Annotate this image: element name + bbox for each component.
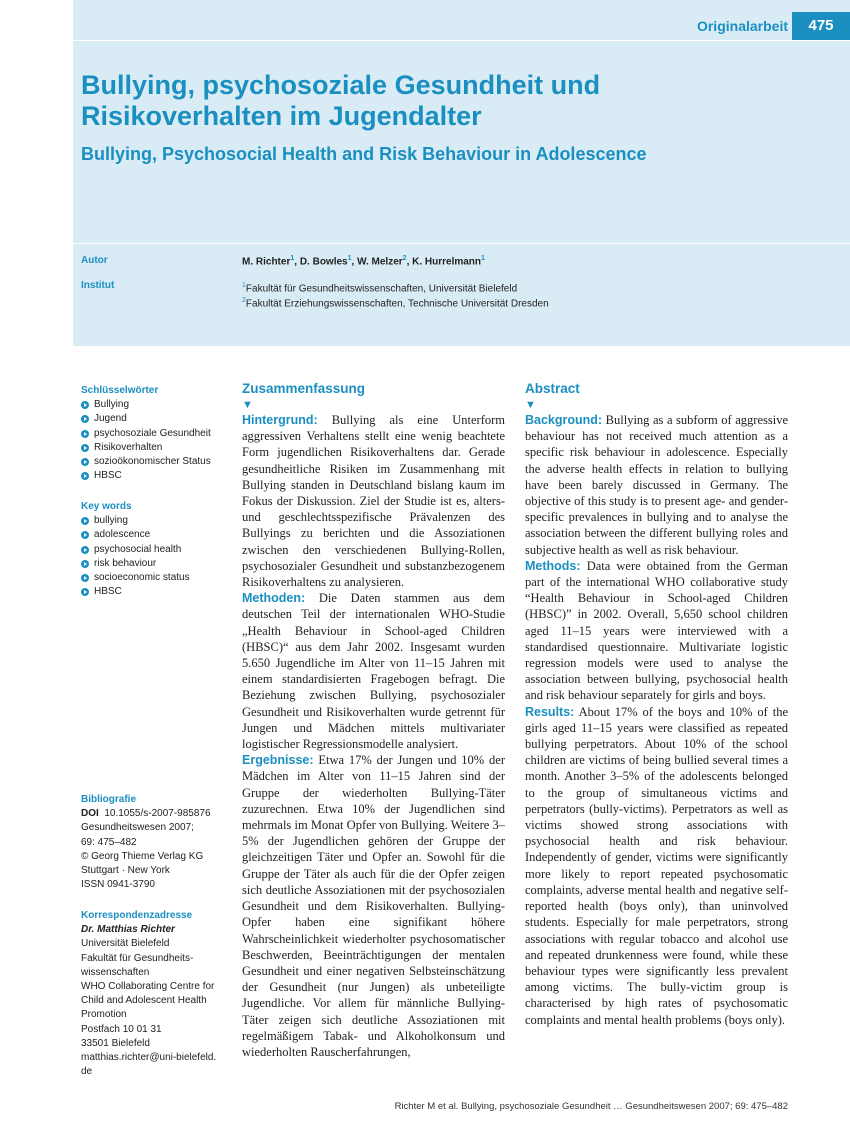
section-label: Originalarbeit <box>696 18 788 34</box>
correspondence-line: 33501 Bielefeld <box>81 1037 150 1049</box>
doi-value: 10.1055/s-2007-985876 <box>104 808 211 820</box>
correspondence-line: matthias.richter@uni-bielefeld. <box>81 1052 217 1064</box>
page-number: 475 <box>792 12 850 40</box>
keywords-de-heading: Schlüsselwörter <box>81 385 159 396</box>
author-label: Autor <box>81 255 108 266</box>
keywords-de <box>81 384 231 483</box>
author-separator: , <box>351 256 358 268</box>
abstract-paragraph <box>525 412 788 558</box>
paragraph-label: Hintergrund: <box>242 413 318 427</box>
paragraph-label: Background: <box>525 413 603 427</box>
bullet-arrow-icon <box>81 472 89 480</box>
keyword-text: bullying <box>94 515 128 527</box>
abstract-paragraph <box>242 590 505 752</box>
zusammenfassung-body <box>242 412 505 1060</box>
bullet-arrow-icon <box>81 415 89 423</box>
bibliography-line: © Georg Thieme Verlag KG <box>81 850 204 862</box>
keyword-text: Risikoverhalten <box>94 441 163 453</box>
keyword-item <box>81 441 231 455</box>
paragraph-label: Ergebnisse: <box>242 753 314 768</box>
keyword-text: risk behaviour <box>94 557 157 569</box>
affiliation-number: 2 <box>242 297 246 305</box>
keyword-item <box>81 412 231 426</box>
keyword-list <box>81 514 231 599</box>
author-separator: , <box>294 256 300 268</box>
paragraph-text: Bullying als eine Unterform aggressiven Verhaltens stellt eine wenig beachtete Form jugendlichen Risikoverhaltens dar. Gerade gesundheitliche Risiken im Zusammenhang mit Bullying standen in Deutschland bislang kaum im Fokus der Diskussion. Ziel der Studie ist es, alters- und geschlechtsspezifische Prävalenzen des Bullyings zu berichten und die Assoziationen zwischen den verschiedenen Bullying-Rollen, psychosozialer Gesundheit und substanzbezogenem Risikoverhaltens zu analysieren. <box>242 413 505 590</box>
institute-label: Institut <box>81 280 115 291</box>
correspondence-line: Promotion <box>81 1009 127 1021</box>
article-subtitle: Bullying, Psychosocial Health and Risk Behaviour in Adolescence <box>81 144 647 164</box>
doi-label: DOI <box>81 808 99 820</box>
keywords-en <box>81 500 231 599</box>
affiliation-text: Fakultät Erziehungswissenschaften, Technische Universität Dresden <box>245 298 549 310</box>
correspondence-line: Postfach 10 01 31 <box>81 1023 162 1035</box>
keyword-item <box>81 585 231 599</box>
keyword-text: Jugend <box>94 413 127 425</box>
paragraph-label: Methods: <box>525 558 581 573</box>
bullet-arrow-icon <box>81 444 89 452</box>
keywords-en-heading: Key words <box>81 501 132 512</box>
zusammenfassung-column <box>242 380 505 1060</box>
abstract-paragraph <box>242 752 505 1060</box>
bibliography-line: Stuttgart · New York <box>81 865 170 877</box>
keyword-text: socioeconomic status <box>94 572 190 584</box>
author-affiliation-mark: 1 <box>347 255 352 262</box>
keyword-item <box>81 455 231 469</box>
keyword-item <box>81 528 231 542</box>
keyword-item <box>81 557 231 571</box>
abstract-body <box>525 412 788 1028</box>
keyword-text: psychosoziale Gesundheit <box>94 427 211 439</box>
abstract-paragraph <box>242 412 505 590</box>
author-name: D. Bowles <box>299 256 348 268</box>
bullet-arrow-icon <box>81 546 89 554</box>
correspondence <box>81 909 231 1079</box>
bullet-arrow-icon <box>81 560 89 568</box>
abstract-heading: Abstract <box>525 381 580 396</box>
correspondence-name: Dr. Matthias Richter <box>81 924 175 936</box>
correspondence-line: Fakultät für Gesundheits- <box>81 952 194 964</box>
author-name: K. Hurrelmann <box>412 256 482 268</box>
keyword-text: adolescence <box>94 529 151 541</box>
bullet-arrow-icon <box>81 517 89 525</box>
bullet-arrow-icon <box>81 588 89 596</box>
doi-line <box>81 807 231 821</box>
keyword-item <box>81 514 231 528</box>
correspondence-line: de <box>81 1066 93 1078</box>
correspondence-line: wissenschaften <box>81 966 150 978</box>
keyword-item <box>81 398 231 412</box>
author-list <box>242 255 485 267</box>
paragraph-text: Data were obtained from the German part of the international WHO collaborative study “Health Behaviour in School-aged Children (HBSC)” in 2002. Overall, 5,650 school children aged 11–15 years were interviewed with a standardised questionnaire. Multivariate logistic regression models were used to analyse the association between bullying, psychosocial health and risk behaviour separately for girls and boys. <box>525 558 788 703</box>
bibliography-heading: Bibliografie <box>81 794 137 805</box>
affiliation-number: 1 <box>242 282 246 289</box>
correspondence-line: Universität Bielefeld <box>81 938 170 950</box>
bibliography-line: 69: 475–482 <box>81 836 137 848</box>
footer-citation: Richter M et al. Bullying, psychosoziale Gesundheit … Gesundheitswesen 2007; 69: 475–482 <box>394 1101 788 1112</box>
paragraph-label: Results: <box>525 704 575 719</box>
paragraph-text: Die Daten stammen aus dem deutschen Teil der internationalen WHO-Studie „Health Behaviour in School-aged Children (HBSC)“ aus dem Jahr 2002. Insgesamt wurden 5.650 Jugendliche im Alter von 11–15 Jahren mit einem standardisierten Fragebogen befragt. Die Beziehung zwischen Bullying, psychosozialer Gesundheit und Risikoverhalten wurde getrennt für Jungen und Mädchen mittels multivariater logistischer Regressionsmodelle analysiert. <box>242 591 505 752</box>
paragraph-text: Bullying as a subform of aggressive behaviour has not received much attention as a specific risk behaviour in adolescence. Especially the adverse health effects in relation to bullying have been barely discussed in Germany. The objective of this study is to present age- and gender-specific prevalences in bullying and to analyse the association between the different bullying roles and subjective health as well as risk behaviour. <box>525 413 788 557</box>
keyword-item <box>81 571 231 585</box>
author-affiliation-mark: 2 <box>402 255 407 262</box>
keyword-text: HBSC <box>94 586 122 598</box>
bullet-arrow-icon <box>81 531 89 539</box>
keyword-list <box>81 398 231 483</box>
paragraph-text: Etwa 17% der Jungen und 10% der Mädchen im Alter von 11–15 Jahren sind der Gruppe der wiederholten Bullying-Täter zuzurechnen. Etwa 10% der Jugendlichen sind mehrmals im Monat Opfer von Bullying. Weitere 3–5% der Jugendlichen gehören der Gruppe der gleichzeitigen Täter und Opfer an. Sowohl für die Gruppe der Täter als auch für die der Opfer zeigen sich deutliche Assoziationen mit der psychosozialen Gesundheit und dem Risikoverhalten. Bullying-Opfer haben eine signifikant höhere Wahrscheinlichkeit wiederholter psychosomatischer Beschwerden, Beeinträchtigungen der mentalen Gesundheit und einer negativen Selbsteinschätzung der Gesundheit (nur Jungen) als unbeteiligte Jugendliche. Vor allem für männliche Bullying-Täter zeigen sich deutliche Assoziationen mit regelmäßigem Tabak- und Alkoholkonsum und wiederholten Rauscherfahrungen, <box>242 753 506 1059</box>
affiliation-line <box>242 280 549 295</box>
triangle-marker-icon: ▼ <box>525 399 536 411</box>
correspondence-line: Child and Adolescent Health <box>81 995 207 1007</box>
divider <box>73 40 850 41</box>
paragraph-label: Methoden: <box>242 591 306 606</box>
bibliography-lines <box>81 821 231 892</box>
author-affiliation-mark: 1 <box>481 255 485 262</box>
bullet-arrow-icon <box>81 574 89 582</box>
abstract-paragraph <box>525 558 788 704</box>
correspondence-heading: Korrespondenzadresse <box>81 910 193 921</box>
affiliation-list <box>242 280 549 311</box>
triangle-marker-icon: ▼ <box>242 399 253 411</box>
correspondence-lines <box>81 937 231 1079</box>
keyword-text: HBSC <box>94 470 122 482</box>
keyword-text: sozioökonomischer Status <box>94 456 211 468</box>
correspondence-line: WHO Collaborating Centre for <box>81 981 215 993</box>
keyword-text: psychosocial health <box>94 543 182 555</box>
bullet-arrow-icon <box>81 458 89 466</box>
affiliation-text: Fakultät für Gesundheitswissenschaften, Universität Bielefeld <box>245 283 518 295</box>
abstract-paragraph <box>525 704 788 1028</box>
keyword-item <box>81 469 231 483</box>
author-separator: , <box>406 256 413 268</box>
keyword-text: Bullying <box>94 399 130 411</box>
keyword-item <box>81 543 231 557</box>
author-name: W. Melzer <box>357 256 403 268</box>
author-affiliation-mark: 1 <box>290 255 295 262</box>
author-name: M. Richter <box>242 256 291 268</box>
bullet-arrow-icon <box>81 430 89 438</box>
abstract-column <box>525 380 788 1028</box>
article-title: Bullying, psychosoziale Gesundheit und Risikoverhalten im Jugendalter <box>81 70 601 131</box>
zusammenfassung-heading: Zusammenfassung <box>242 381 366 396</box>
divider <box>73 243 850 244</box>
bibliography-line: ISSN 0941-3790 <box>81 879 155 891</box>
affiliation-line <box>242 295 549 310</box>
bibliography <box>81 793 231 892</box>
paragraph-text: About 17% of the boys and 10% of the girls aged 11–15 years were classified as repeated bullying perpetrators. About 10% of the school children are victims of being bullied several times a month. Another 3–5% of the adolescents belonged to the group of simultaneous victims and perpetrators (bully-victims). Perpetrators as well as victims showed strong associations with psychosocial health and risk behaviour. Independently of gender, victims were significantly more likely to report repeated psychosomatic complaints, adverse mental health and negative self-reported health (boys only), than uninvolved students. Especially for male perpetrators, strong associations with regular tobacco and alcohol use and repeated drunkenness were found, while these behaviour types were significantly less prevalent among victims. The bully-victim group is characterised by high rates of psychosomatic complaints and mental health problems (boys only). <box>525 704 789 1027</box>
bibliography-line: Gesundheitswesen 2007; <box>81 822 194 834</box>
bullet-arrow-icon <box>81 401 89 409</box>
keyword-item <box>81 427 231 441</box>
